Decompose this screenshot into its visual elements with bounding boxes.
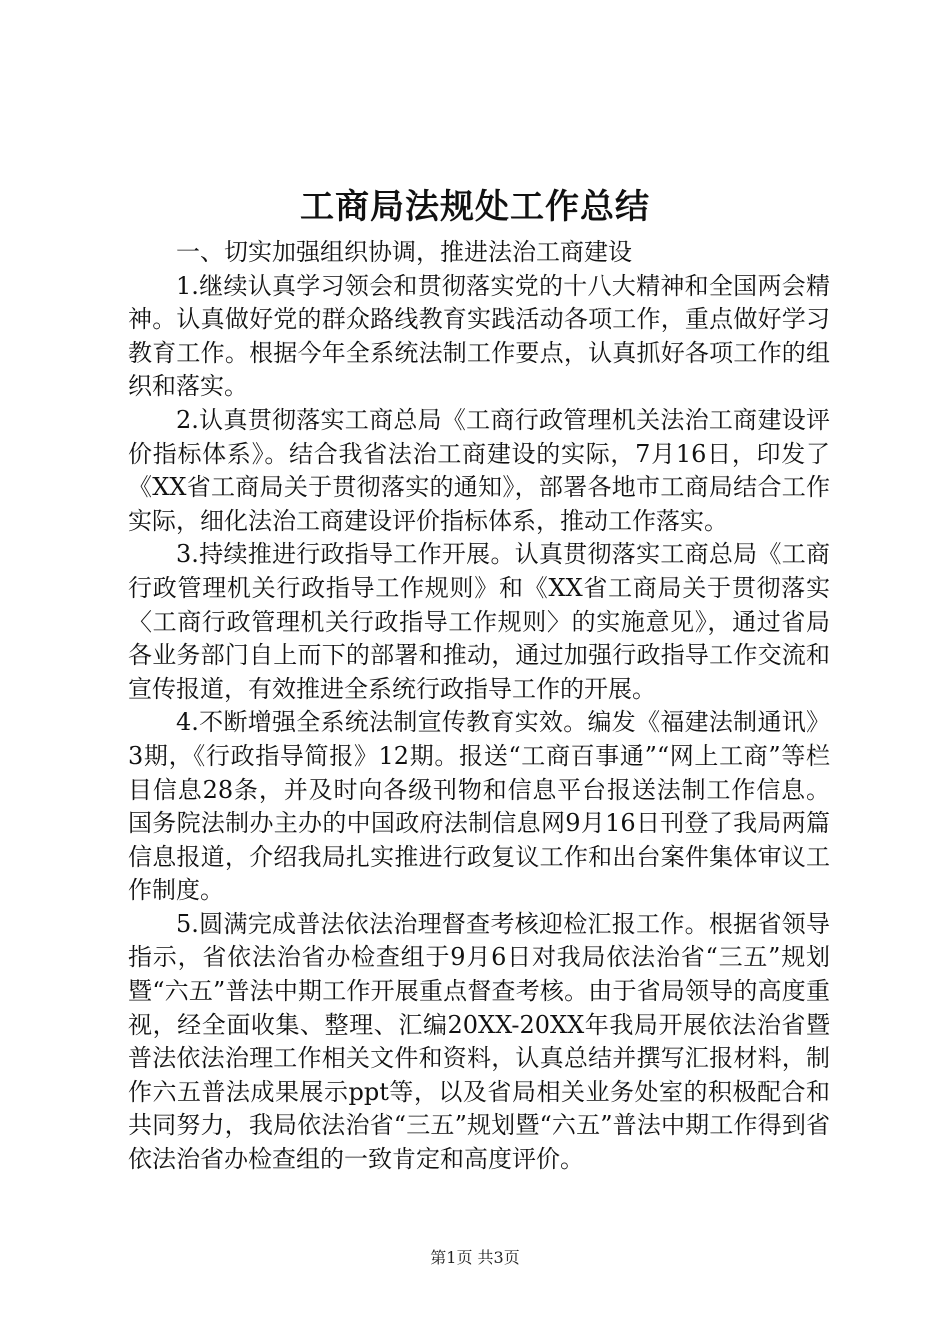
paragraph-item-2: 2.认真贯彻落实工商总局《工商行政管理机关法治工商建设评价指标体系》。结合我省法治工商建设的实际，7月16日，印发了《XX省工商局关于贯彻落实的通知》，部署各地市工商局结合工作实际，细化法治工商建设评价指标体系，推动工作落实。 [128,405,830,535]
paragraph-item-1: 1.继续认真学习领会和贯彻落实党的十八大精神和全国两会精神。认真做好党的群众路线教育实践活动各项工作，重点做好学习教育工作。根据今年全系统法制工作要点，认真抓好各项工作的组织和落实。 [128,271,830,401]
paragraph-item-4: 4.不断增强全系统法制宣传教育实效。编发《福建法制通讯》3期，《行政指导简报》12期。报送“工商百事通”“网上工商”等栏目信息28条，并及时向各级刊物和信息平台报送法制工作信息。国务院法制办主办的中国政府法制信息网9月16日刊登了我局两篇信息报道，介绍我局扎实推进行政复议工作和出台案件集体审议工作制度。 [128,708,830,905]
page-footer: 第1页 共3页 [430,1248,520,1267]
document-body [128,236,830,1177]
document-title: 工商局法规处工作总结 [300,187,650,227]
paragraph-item-3: 3.持续推进行政指导工作开展。认真贯彻落实工商总局《工商行政管理机关行政指导工作规则》和《XX省工商局关于贯彻落实〈工商行政管理机关行政指导工作规则〉的实施意见》，通过省局各业务部门自上而下的部署和推动，通过加强行政指导工作交流和宣传报道，有效推进全系统行政指导工作的开展。 [128,540,830,703]
section-heading: 一、切实加强组织协调，推进法治工商建设 [176,238,632,266]
paragraph-item-5: 5.圆满完成普法依法治理督查考核迎检汇报工作。根据省领导指示，省依法治省办检查组于9月6日对我局依法治省“三五”规划暨“六五”普法中期工作开展重点督查考核。由于省局领导的高度重视，经全面收集、整理、汇编20XX-20XX年我局开展依法治省暨普法依法治理工作相关文件和资料，认真总结并撰写汇报材料，制作六五普法成果展示ppt等，以及省局相关业务处室的积极配合和共同努力，我局依法治省“三五”规划暨“六五”普法中期工作得到省依法治省办检查组的一致肯定和高度评价。 [128,909,830,1174]
